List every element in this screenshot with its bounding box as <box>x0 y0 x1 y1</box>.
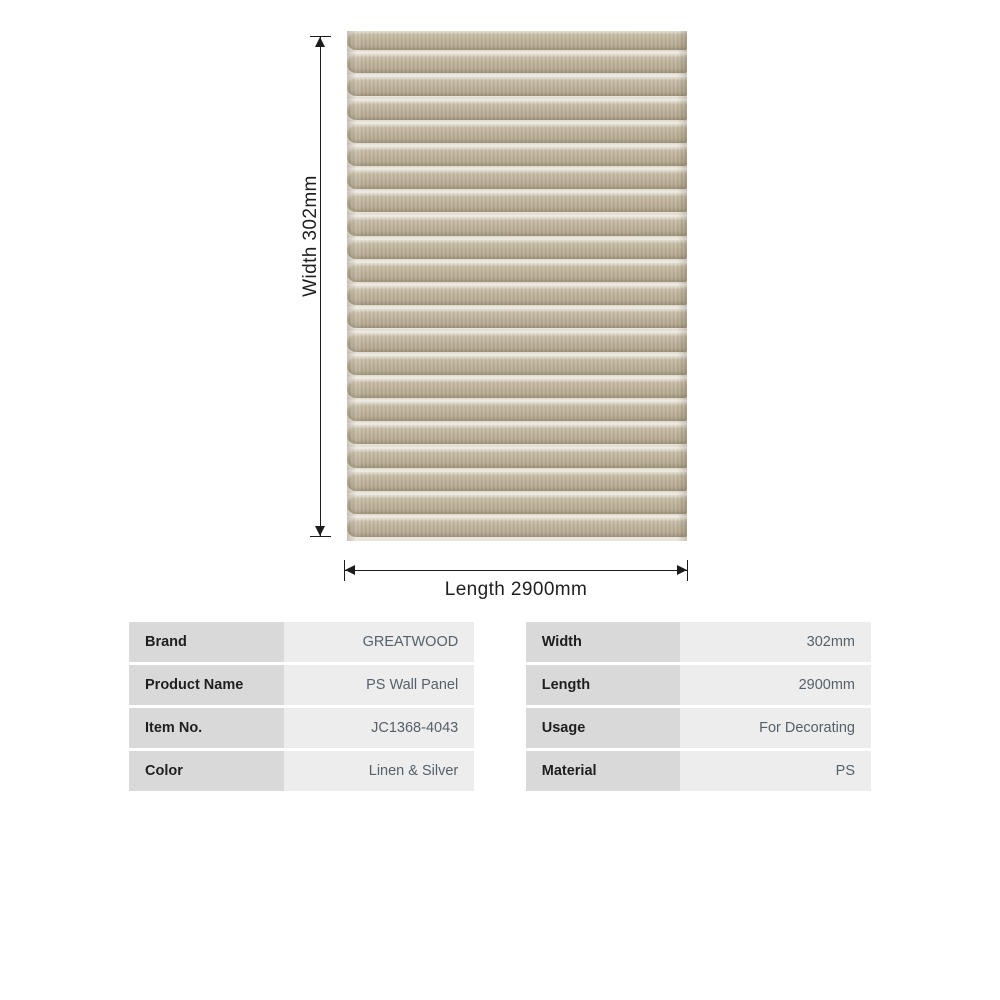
spec-key-right: Width <box>526 622 681 665</box>
panel-slat <box>347 193 687 212</box>
spec-key-left: Product Name <box>129 665 284 708</box>
length-dimension-cap-right <box>687 560 688 581</box>
spec-key-left: Item No. <box>129 708 284 751</box>
panel-slat <box>347 170 687 189</box>
width-dimension-arrow-up <box>315 37 325 47</box>
table-row <box>129 665 871 708</box>
specification-table-body <box>129 622 871 794</box>
panel-slat <box>347 263 687 282</box>
panel-slat <box>347 472 687 491</box>
panel-slat <box>347 495 687 514</box>
table-column-spacer <box>474 622 526 665</box>
panel-slat <box>347 54 687 73</box>
panel-slat <box>347 31 687 50</box>
spec-value-right: For Decorating <box>680 708 871 751</box>
panel-slat <box>347 518 687 537</box>
length-dimension-label: Length 2900mm <box>444 579 588 600</box>
panel-slat <box>347 333 687 352</box>
table-row <box>129 622 871 665</box>
panel-slat <box>347 101 687 120</box>
length-dimension-arrow-right <box>677 565 687 575</box>
panel-slat <box>347 286 687 305</box>
spec-key-right: Length <box>526 665 681 708</box>
panel-slat <box>347 124 687 143</box>
panel-slat <box>347 402 687 421</box>
spec-value-right: 2900mm <box>680 665 871 708</box>
panel-slat <box>347 379 687 398</box>
spec-value-left: JC1368-4043 <box>284 708 475 751</box>
table-row <box>129 751 871 794</box>
panel-slat <box>347 425 687 444</box>
width-dimension-arrow-down <box>315 526 325 536</box>
length-dimension-line <box>344 570 688 571</box>
spec-key-left: Color <box>129 751 284 794</box>
table-row <box>129 708 871 751</box>
spec-key-right: Material <box>526 751 681 794</box>
width-dimension-label: Width 302mm <box>300 175 321 297</box>
spec-value-left: PS Wall Panel <box>284 665 475 708</box>
width-dimension-cap-bottom <box>310 536 331 537</box>
spec-value-left: Linen & Silver <box>284 751 475 794</box>
table-column-spacer <box>474 751 526 794</box>
spec-value-left: GREATWOOD <box>284 622 475 665</box>
spec-value-right: 302mm <box>680 622 871 665</box>
panel-slat <box>347 147 687 166</box>
panel-slat <box>347 449 687 468</box>
wall-panel-illustration <box>347 31 687 541</box>
panel-slat <box>347 240 687 259</box>
spec-value-right: PS <box>680 751 871 794</box>
spec-key-left: Brand <box>129 622 284 665</box>
panel-slat <box>347 309 687 328</box>
spec-key-right: Usage <box>526 708 681 751</box>
panel-slat <box>347 217 687 236</box>
panel-slat <box>347 77 687 96</box>
panel-slat <box>347 356 687 375</box>
length-dimension-arrow-left <box>345 565 355 575</box>
table-column-spacer <box>474 665 526 708</box>
table-column-spacer <box>474 708 526 751</box>
specification-table <box>129 622 871 794</box>
